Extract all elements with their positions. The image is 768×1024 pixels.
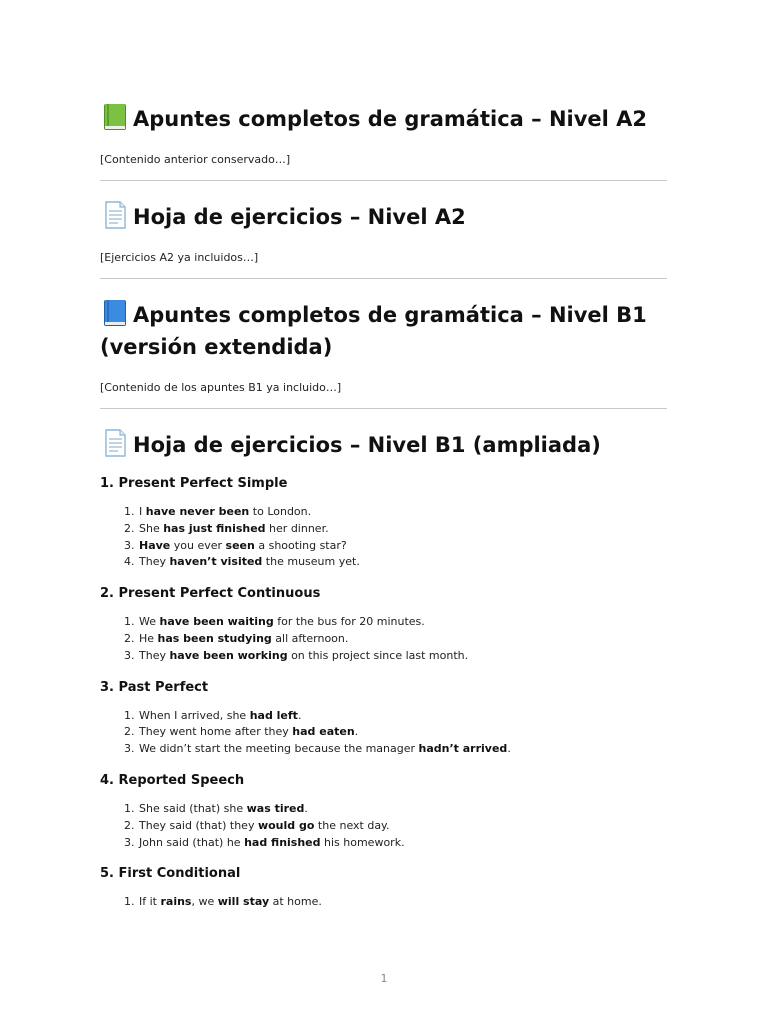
section-title: Hoja de ejercicios – Nivel A2 (133, 205, 466, 229)
answer-text: had eaten (292, 725, 355, 739)
section-note: [Ejercicios A2 ya incluidos…] (100, 251, 259, 264)
exercise-item (138, 741, 667, 758)
sentence-text: He (139, 631, 158, 645)
sentence-text: the museum yet. (262, 555, 360, 569)
exercise-item (138, 818, 667, 835)
answer-text: have been working (169, 648, 288, 662)
sentence-text: I (139, 505, 146, 518)
section-note: [Contenido de los apuntes B1 ya incluido…] (100, 381, 342, 394)
page-icon (100, 200, 130, 230)
sentence-text: you ever (170, 538, 226, 552)
section-title: Hoja de ejercicios – Nivel B1 (ampliada) (133, 433, 601, 457)
exercise-item (138, 835, 667, 852)
exercise-item (138, 631, 667, 648)
answer-text: was tired (246, 801, 305, 815)
sentence-text: They (139, 555, 170, 569)
section-heading-a2-notes (100, 102, 667, 135)
sentence-text: her dinner. (265, 521, 329, 535)
sentence-text: all afternoon. (271, 631, 349, 645)
exercise-item (138, 554, 667, 571)
answer-text: seen (225, 538, 255, 552)
page-icon (100, 428, 130, 458)
exercise-item (138, 538, 667, 555)
answer-text: would go (257, 818, 315, 832)
exercise-items (100, 708, 667, 758)
sentence-text: . (297, 708, 302, 722)
exercise-heading: 2. Present Perfect Continuous (100, 586, 321, 602)
exercise-heading: 4. Reported Speech (100, 772, 245, 788)
sentence-text: They went home after they (139, 725, 293, 739)
answer-text: have never been (145, 505, 250, 518)
sentence-text: John said (that) he (139, 835, 245, 849)
sentence-text: , we (191, 895, 218, 909)
sentence-text: to London. (249, 505, 312, 518)
sentence-text: a shooting star? (254, 538, 347, 552)
answer-text: had finished (244, 835, 321, 849)
sentence-text: We (139, 615, 160, 629)
exercise-item (138, 521, 667, 538)
exercise-items (100, 504, 667, 571)
section-heading-b1-notes (100, 298, 667, 363)
exercise-items (100, 894, 667, 911)
answer-text: haven’t visited (169, 555, 263, 569)
exercise-list (100, 461, 667, 911)
answer-text: hadn’t arrived (418, 742, 508, 756)
section-heading-b1-exercises (100, 428, 667, 461)
exercise-items (100, 614, 667, 664)
sentence-text: She (139, 521, 164, 535)
blue-book-icon (100, 298, 130, 328)
sentence-text: When I arrived, she (139, 708, 250, 722)
exercise-item (138, 614, 667, 631)
sentence-text: They said (that) they (139, 818, 258, 832)
answer-text: has been studying (157, 631, 272, 645)
sentence-text: She said (that) she (139, 801, 247, 815)
exercise-heading: 3. Past Perfect (100, 679, 209, 695)
sentence-text: at home. (269, 895, 322, 909)
sentence-text: We didn’t start the meeting because the manager (139, 742, 419, 756)
exercise-heading: 5. First Conditional (100, 866, 241, 882)
answer-text: will stay (217, 895, 270, 909)
sentence-text: the next day. (314, 818, 390, 832)
sentence-text: They (139, 648, 170, 662)
sentence-text: . (354, 725, 359, 739)
section-title: Apuntes completos de gramática – Nivel B1 (versión extendida) (100, 303, 647, 359)
page-number: 1 (380, 972, 388, 985)
section-note: [Contenido anterior conservado…] (100, 153, 291, 166)
answer-text: have been waiting (159, 615, 274, 629)
exercise-item (138, 504, 667, 521)
sentence-text: . (304, 801, 308, 815)
green-book-icon (100, 102, 130, 132)
exercise-heading: 1. Present Perfect Simple (100, 476, 288, 491)
document-page (100, 0, 667, 911)
sentence-text: . (507, 742, 511, 756)
exercise-item (138, 724, 667, 741)
sentence-text: his homework. (320, 835, 405, 849)
sentence-text: on this project since last month. (287, 648, 469, 662)
exercise-item (138, 708, 667, 725)
answer-text: rains (160, 895, 192, 909)
answer-text: has just finished (163, 521, 266, 535)
section-title: Apuntes completos de gramática – Nivel A2 (133, 107, 648, 131)
sentence-text: If it (139, 895, 161, 909)
section-heading-a2-exercises (100, 200, 667, 233)
exercise-items (100, 801, 667, 851)
exercise-item (138, 801, 667, 818)
exercise-item (138, 648, 667, 665)
answer-text: Have (139, 538, 171, 552)
exercise-item (138, 894, 667, 911)
sentence-text: for the bus for 20 minutes. (273, 615, 425, 629)
answer-text: had left (249, 708, 298, 722)
